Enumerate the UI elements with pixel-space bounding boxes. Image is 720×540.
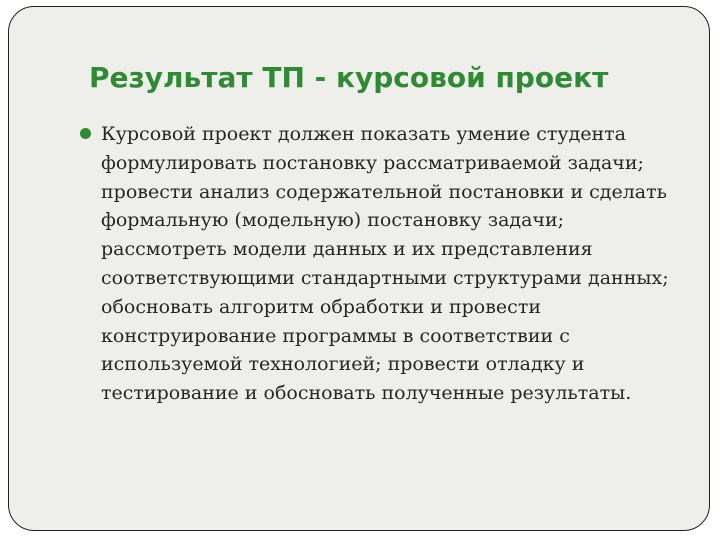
bullet-icon xyxy=(80,128,91,139)
bullet-text: Курсовой проект должен показать умение студента формулировать постановку рассматриваемой задачи; провести анализ содержательной постановки и сделать формальную (модельную) постановку задачи; рассмотреть модели данных и их представления соответствующими стандартными структурами данных; обосновать алгоритм обработки и провести конструирование программы в соответствии с используемой технологией; провести отладку и тестирование и обосновать полученные результаты. xyxy=(101,123,669,405)
slide-title: Результат ТП - курсовой проект xyxy=(89,61,609,94)
